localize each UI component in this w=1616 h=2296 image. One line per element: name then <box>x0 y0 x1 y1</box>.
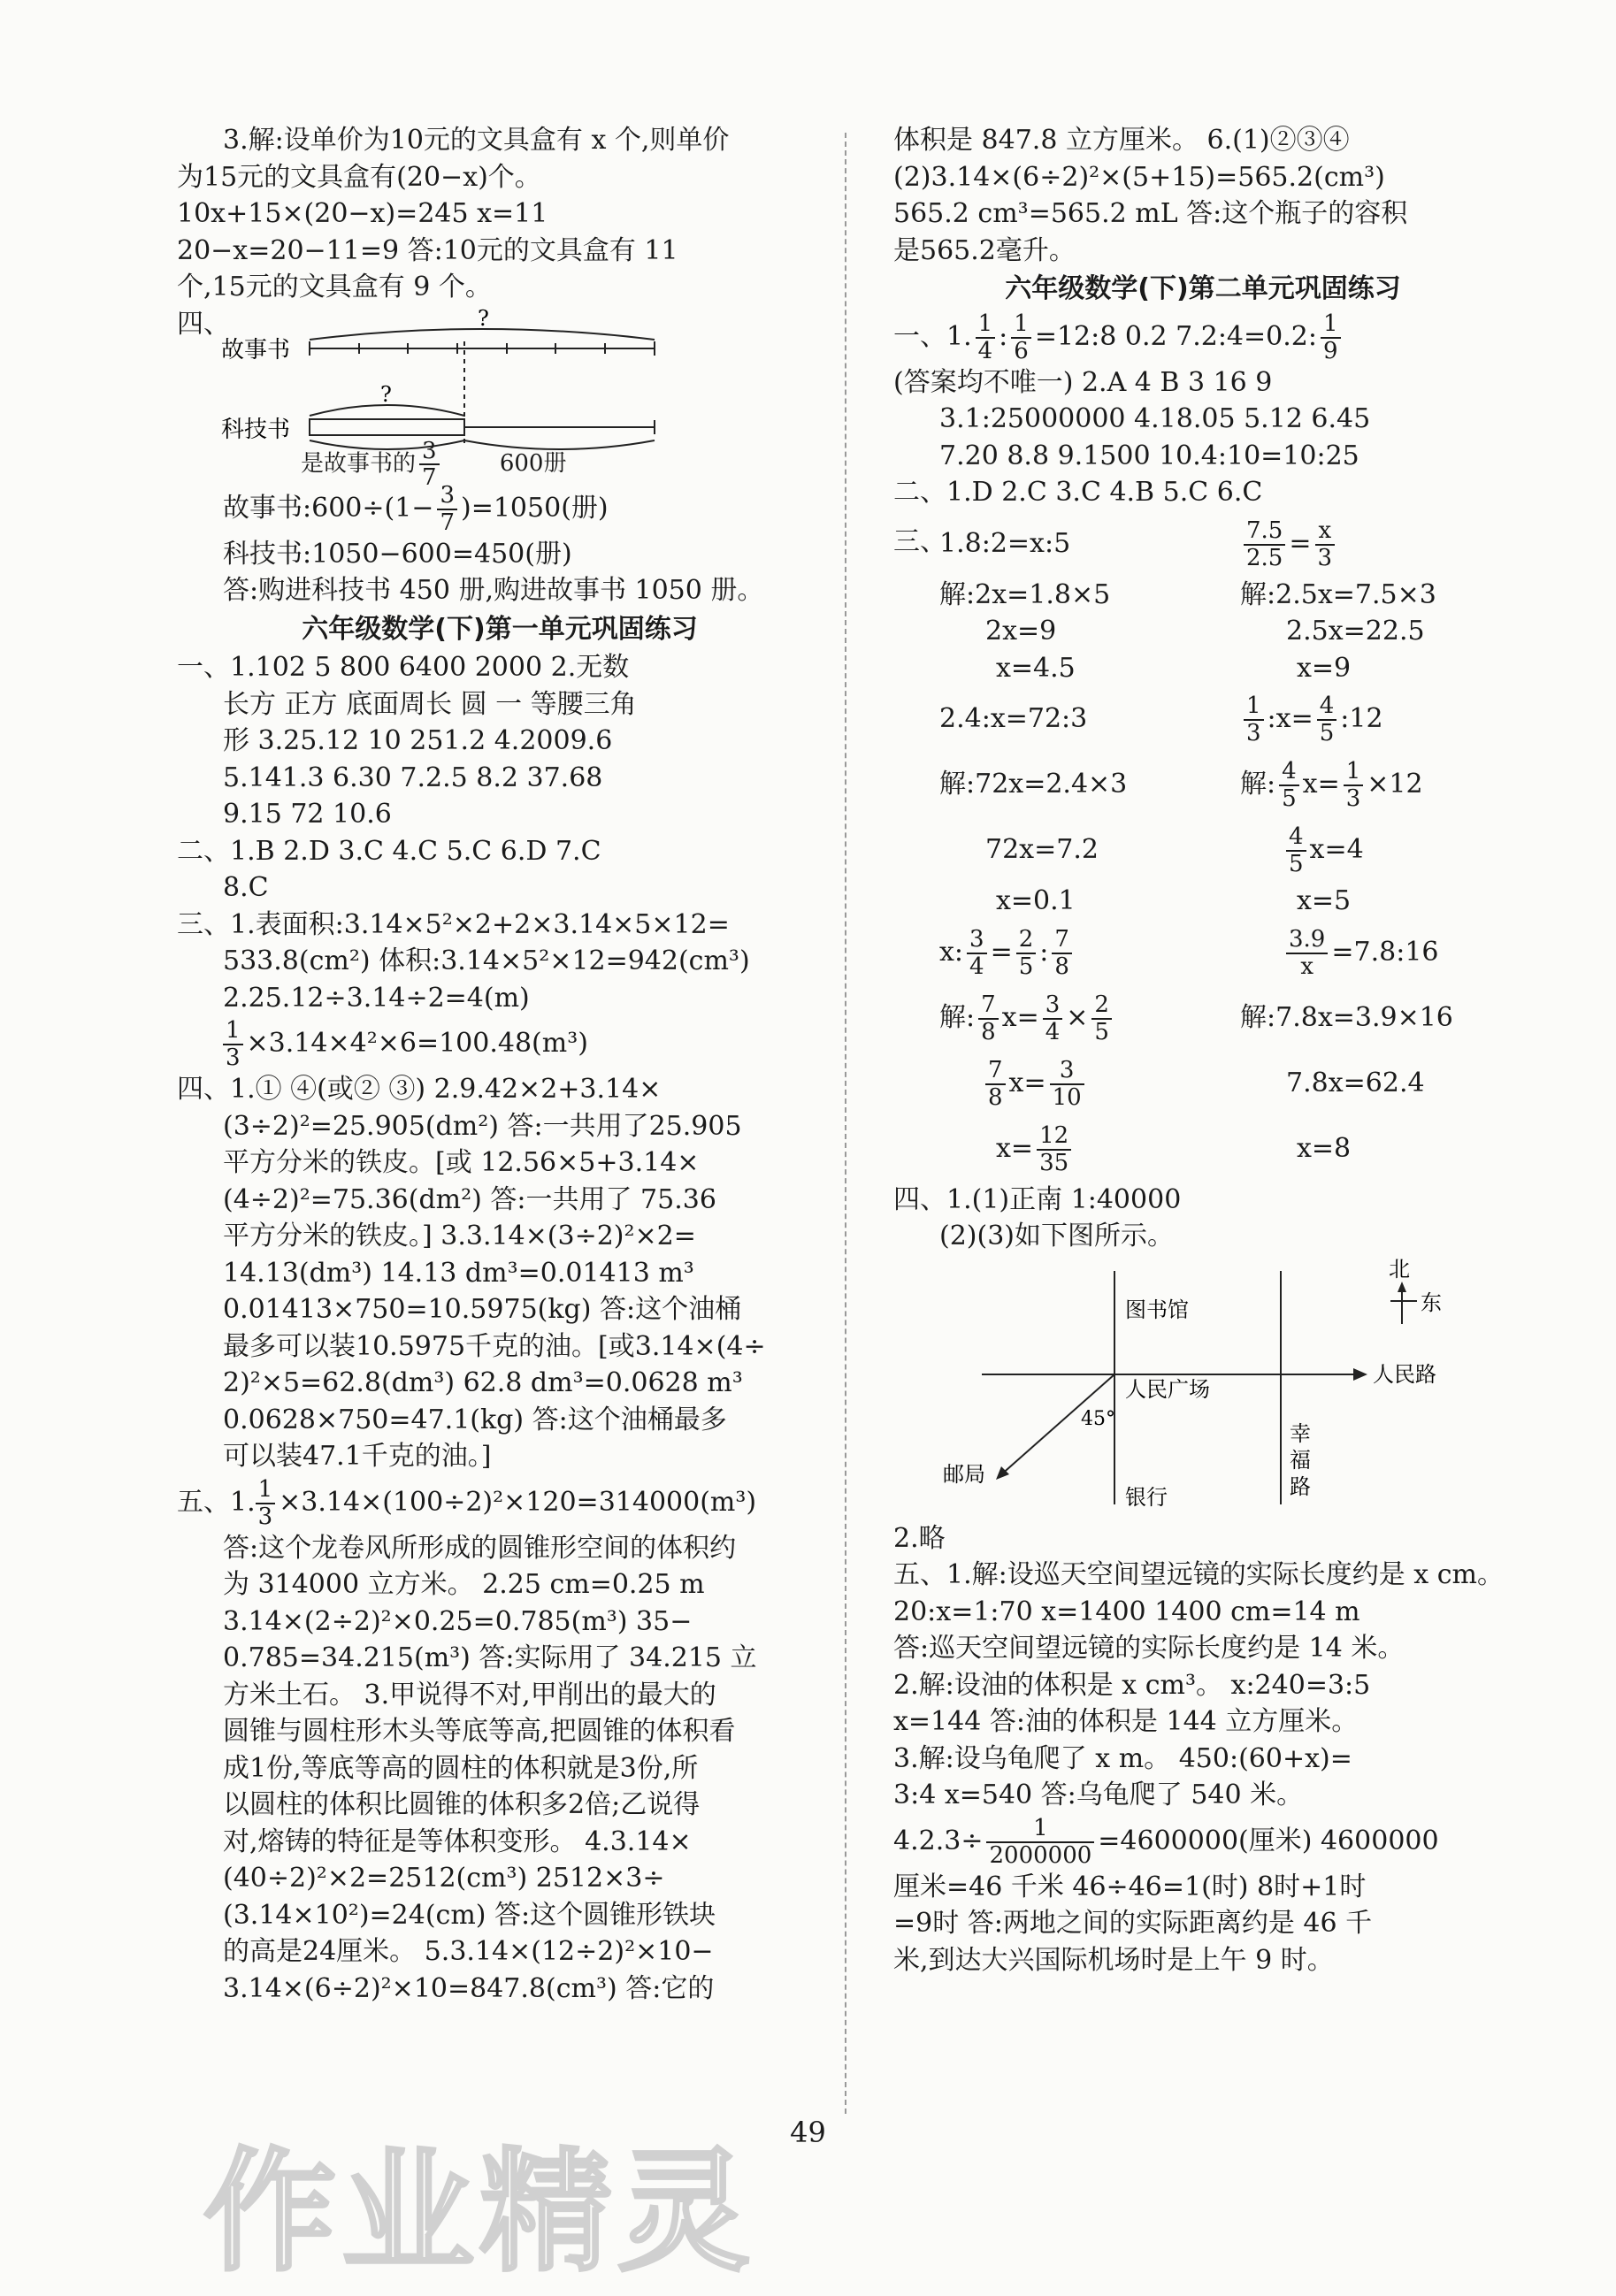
watermark-logo: 作业精灵 <box>203 2136 756 2290</box>
text-line: 3.14×(2÷2)²×0.25=0.785(m³) 35− <box>223 1605 693 1637</box>
text-line: (2)3.14×(6÷2)²×(5+15)=565.2(cm³) <box>893 161 1385 193</box>
text-line: 9.15 72 10.6 <box>223 799 392 830</box>
text-line: 最多可以装10.5975千克的油。[或3.14×(4÷ <box>223 1330 766 1362</box>
text-line: (2)(3)如下图所示。 <box>939 1221 1174 1251</box>
map-svg <box>893 1255 1495 1520</box>
text-line: 3:4 x=540 答:乌龟爬了 540 米。 <box>893 1779 1304 1810</box>
svg-text:幸: 幸 <box>1290 1420 1311 1446</box>
equation-step: 解:72x=2.4×3 <box>939 769 1128 800</box>
equation: $\frac{7.5}{2.5}$ = $\frac{x}{3}$ <box>1240 511 1532 577</box>
equation-step: 解:7.8x=3.9×16 <box>1240 1001 1453 1033</box>
section-heading: 六年级数学(下)第一单元巩固练习 <box>302 613 698 645</box>
text-line: 的高是24厘米。 5.3.14×(12÷2)²×10− <box>223 1936 714 1967</box>
text-line: 0.0628×750=47.1(kg) 答:这个油桶最多 <box>223 1404 727 1435</box>
angle-label: 45° <box>1081 1407 1115 1430</box>
text-line: 565.2 cm³=565.2 mL 答:这个瓶子的容积 <box>893 198 1408 229</box>
text-line: 3.解:设单价为10元的文具盒有 x 个,则单价 <box>223 125 730 156</box>
text-line: 故事书:600÷(1− $\frac{3}{7}$ )=1050(册) <box>223 481 609 536</box>
equation-step: x= $\frac{12}{35}$ <box>939 1116 1240 1182</box>
text-line: 平方分米的铁皮。[或 12.56×5+3.14× <box>223 1147 700 1178</box>
text-line: 体积是 847.8 立方厘米。 6.(1)②③④ <box>893 125 1350 156</box>
text-line: 方米土石。 3.甲说得不对,甲削出的最大的 <box>223 1679 716 1711</box>
text-line: 科技书:1050−600=450(册) <box>223 538 572 570</box>
fraction: $\frac{3}{7}$ <box>419 439 440 491</box>
text-line: 一、1. $\frac{1}{4}$ : $\frac{1}{6}$ =12:8 0.2 7.2:4=0.2: $\frac{1}{9}$ <box>893 310 1513 364</box>
equation-step: x=9 <box>1297 652 1352 684</box>
text-line: 形 3.25.12 10 251.2 4.2009.6 <box>223 725 613 756</box>
text-line: 长方 正方 底面周长 圆 一 等腰三角 <box>223 688 637 720</box>
text-line: 成1份,等底等高的圆柱的体积就是3份,所 <box>223 1752 699 1784</box>
text-line: (40÷2)²×2=2512(cm³) 2512×3÷ <box>223 1863 665 1894</box>
equation-step: $\frac{4}{5}$ x=4 <box>1240 817 1532 883</box>
equation-step: x=0.1 <box>996 885 1076 916</box>
text-line: 为15元的文具盒有(20−x)个。 <box>177 161 541 193</box>
text-line: 533.8(cm²) 体积:3.14×5²×12=942(cm³) <box>223 945 750 976</box>
text-line: 可以装47.1千克的油。] <box>223 1441 492 1472</box>
text-line: 是565.2毫升。 <box>893 234 1076 266</box>
diagram-bottom-label: 科技书 <box>221 416 291 443</box>
text-line: (3÷2)²=25.905(dm²) 答:一共用了25.905 <box>223 1110 742 1142</box>
text-line: 10x+15×(20−x)=245 x=11 <box>177 198 548 229</box>
equation-grid <box>939 511 1513 1182</box>
diagram-600-label: 600册 <box>499 450 567 478</box>
square-label: 人民广场 <box>1125 1376 1210 1402</box>
text-line: 4.2.3÷ $\frac{1}{2000000}$ =4600000(厘米) 4600000 <box>893 1814 1439 1869</box>
line-segment-diagram <box>177 305 823 492</box>
diagram-note-text: 是故事书的 <box>301 450 417 478</box>
text-line: 2.25.12÷3.14÷2=4(m) <box>223 982 530 1014</box>
equation-step: 7.8x=62.4 <box>1286 1067 1425 1098</box>
map-diagram <box>893 1255 1513 1520</box>
equation: 2.4:x=72:3 <box>939 703 1088 734</box>
text-line: 个,15元的文具盒有 9 个。 <box>177 272 492 302</box>
text-line: 0.785=34.215(m³) 答:实际用了 34.215 立 <box>223 1642 757 1673</box>
text-line: 14.13(dm³) 14.13 dm³=0.01413 m³ <box>223 1257 694 1289</box>
section-label: 四、 <box>177 308 230 340</box>
right-column <box>893 122 1513 1978</box>
equation: $\frac{1}{3}$ :x= $\frac{4}{5}$ :12 <box>1240 686 1532 752</box>
renmin-road-label: 人民路 <box>1373 1361 1436 1387</box>
text-line: 圆锥与圆柱形木头等底等高,把圆锥的体积看 <box>223 1716 736 1747</box>
text-line: 2.解:设油的体积是 x cm³。 x:240=3:5 <box>893 1669 1371 1701</box>
column-divider <box>845 133 846 2114</box>
text-line: 四、1.① ④(或② ③) 2.9.42×2+3.14× <box>177 1074 662 1105</box>
text-line: x=144 答:油的体积是 144 立方厘米。 <box>893 1706 1359 1737</box>
post-office-label: 邮局 <box>943 1461 985 1487</box>
text-line: =9时 答:两地之间的实际距离约是 46 千 <box>893 1908 1373 1939</box>
section-heading: 六年级数学(下)第二单元巩固练习 <box>1005 273 1401 304</box>
text-line: 一、1.102 5 800 6400 2000 2.无数 <box>177 652 630 683</box>
equation-step: 解: $\frac{4}{5}$ x= $\frac{1}{3}$ ×12 <box>1240 758 1423 812</box>
equation-step: 2x=9 <box>985 616 1057 647</box>
text-line: (3.14×10²)=24(cm) 答:这个圆锥形铁块 <box>223 1899 716 1931</box>
text-line: 答:巡天空间望远镜的实际长度约是 14 米。 <box>893 1633 1405 1664</box>
diagram-question-top: ? <box>478 305 489 331</box>
text-line: 答:这个龙卷风所形成的圆锥形空间的体积约 <box>223 1532 737 1564</box>
svg-text:福: 福 <box>1290 1447 1311 1473</box>
equation-step: x=8 <box>1297 1132 1352 1164</box>
text-line: 五、1. $\frac{1}{3}$ ×3.14×(100÷2)²×120=314000(m³) <box>177 1475 757 1530</box>
text-line: 20:x=1:70 x=1400 1400 cm=14 m <box>893 1596 1360 1627</box>
equation-step: x=5 <box>1297 885 1352 916</box>
equation-step: $\frac{7}{8}$ x= $\frac{3}{10}$ <box>939 1051 1240 1116</box>
text-line: 7.20 8.8 9.1500 10.4:10=10:25 <box>939 440 1359 471</box>
text-line: 二、1.D 2.C 3.C 4.B 5.C 6.C <box>893 477 1263 508</box>
text-line: $\frac{1}{3}$ ×3.14×4²×6=100.48(m³) <box>177 1016 823 1071</box>
equation-step: 解:2x=1.8×5 <box>939 578 1111 610</box>
text-line: 为 314000 立方米。 2.25 cm=0.25 m <box>223 1569 705 1600</box>
left-column <box>177 122 823 2007</box>
text-line: 五、1.解:设巡天空间望远镜的实际长度约是 x cm。 <box>893 1559 1504 1590</box>
equation-step: 2.5x=22.5 <box>1286 616 1425 647</box>
text-line: 对,熔铸的特征是等体积变形。 4.3.14× <box>223 1825 692 1857</box>
text-line: (答案均不唯一) 2.A 4 B 3 16 9 <box>893 366 1273 398</box>
text-line: (4÷2)²=75.36(dm²) 答:一共用了 75.36 <box>223 1183 716 1215</box>
text-line: 米,到达大兴国际机场时是上午 9 时。 <box>893 1944 1334 1976</box>
text-line: 3.1:25000000 4.18.05 5.12 6.45 <box>939 403 1371 434</box>
section-label: 三、 <box>893 525 946 557</box>
text-line: 厘米=46 千米 46÷46=1(时) 8时+1时 <box>893 1871 1367 1902</box>
diagram-top-label: 故事书 <box>221 336 291 364</box>
text-line: 答:购进科技书 450 册,购进故事书 1050 册。 <box>223 575 764 606</box>
equation: 1.8:2=x:5 <box>939 527 1071 559</box>
page-number: 49 <box>790 2116 826 2149</box>
text-line: 以圆柱的体积比圆锥的体积多2倍;乙说得 <box>223 1789 701 1820</box>
text-line: 平方分米的铁皮。] 3.3.14×(3÷2)²×2= <box>223 1221 696 1251</box>
text-line: 5.141.3 6.30 7.2.5 8.2 37.68 <box>223 762 603 793</box>
equation: x: $\frac{3}{4}$ = $\frac{2}{5}$ : $\frac{7}{8}$ <box>939 920 1240 985</box>
text-line: 四、1.(1)正南 1:40000 <box>893 1183 1182 1215</box>
north-label: 北 <box>1389 1256 1410 1282</box>
text-line: 2.略 <box>893 1522 946 1554</box>
east-label: 东 <box>1421 1290 1442 1315</box>
text-line: 2)²×5=62.8(dm³) 62.8 dm³=0.0628 m³ <box>223 1367 743 1398</box>
equation-section <box>893 511 1513 1182</box>
diagram-note <box>301 439 566 491</box>
xingfu-road-label <box>1290 1421 1311 1499</box>
text-line: 3.14×(6÷2)²×10=847.8(cm³) 答:它的 <box>223 1972 715 2004</box>
library-label: 图书馆 <box>1125 1297 1189 1322</box>
svg-text:路: 路 <box>1290 1473 1311 1499</box>
text-line: 8.C <box>223 872 269 903</box>
bank-label: 银行 <box>1125 1484 1168 1510</box>
equation: $\frac{3.9}{x}$ =7.8:16 <box>1240 920 1532 985</box>
text-line: 三、1.表面积:3.14×5²×2+2×3.14×5×12= <box>177 908 730 940</box>
text-line: 0.01413×750=10.5975(kg) 答:这个油桶 <box>223 1294 742 1325</box>
equation-step: x=4.5 <box>996 652 1076 684</box>
equation-step: 解:2.5x=7.5×3 <box>1240 578 1436 610</box>
equation-step: 解: $\frac{7}{8}$ x= $\frac{3}{4}$ × $\frac{2}{5}$ <box>939 985 1240 1051</box>
text-line: 二、1.B 2.D 3.C 4.C 5.C 6.D 7.C <box>177 835 601 867</box>
text-line: 3.解:设乌龟爬了 x m。 450:(60+x)= <box>893 1742 1352 1774</box>
equation-step: 72x=7.2 <box>985 834 1099 865</box>
diagram-question-bottom: ? <box>380 381 392 407</box>
text-line: 20−x=20−11=9 答:10元的文具盒有 11 <box>177 234 678 266</box>
